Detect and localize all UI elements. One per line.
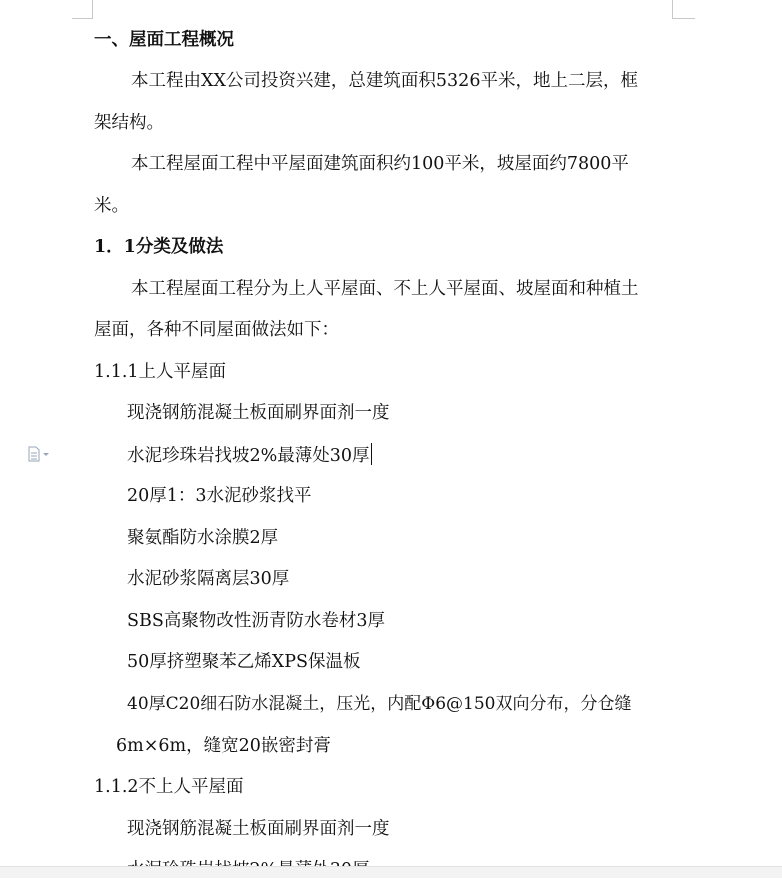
paragraph-line: 米。 [94,196,129,216]
paragraph-line: 本工程由XX公司投资兴建，总建筑面积5326平米，地上二层，框 [131,71,638,91]
document-icon-graphic [28,446,52,462]
section-heading: 一、屋面工程概况 [94,30,234,50]
list-item: SBS高聚物改性沥青防水卷材3厚 [127,611,385,631]
list-item: 现浇钢筋混凝土板面刷界面剂一度 [127,403,390,423]
list-item[interactable] [127,443,372,468]
crop-mark-top-left [72,0,93,19]
list-item: 水泥砂浆隔离层30厚 [127,569,290,589]
crop-mark-top-right [672,0,695,19]
subsection-heading: 1．1分类及做法 [94,237,224,257]
paragraph-line: 架结构。 [94,113,164,133]
paragraph-line: 本工程屋面工程分为上人平屋面、不上人平屋面、坡屋面和种植土 [131,279,639,299]
list-item: 50厚挤塑聚苯乙烯XPS保温板 [127,652,361,672]
list-item: 现浇钢筋混凝土板面刷界面剂一度 [127,819,390,839]
document-paragraph-icon[interactable] [28,446,52,462]
text-cursor [371,443,372,465]
bottom-scroll-edge [0,866,782,878]
paragraph-line: 本工程屋面工程中平屋面建筑面积约100平米，坡屋面约7800平 [131,154,629,174]
list-item: 聚氨酯防水涂膜2厚 [127,528,279,548]
list-item: 40厚C20细石防水混凝土，压光，内配Φ6@150双向分布，分仓缝 [127,694,632,714]
subsubsection-heading: 1.1.2不上人平屋面 [94,777,244,797]
list-item-text: 水泥珍珠岩找坡2%最薄处30厚 [127,446,370,466]
subsubsection-heading: 1.1.1上人平屋面 [94,362,227,382]
list-item: 20厚1：3水泥砂浆找平 [127,486,312,506]
paragraph-line: 屋面，各种不同屋面做法如下： [94,320,339,340]
list-item-continuation: 6m×6m，缝宽20嵌密封膏 [116,736,331,756]
